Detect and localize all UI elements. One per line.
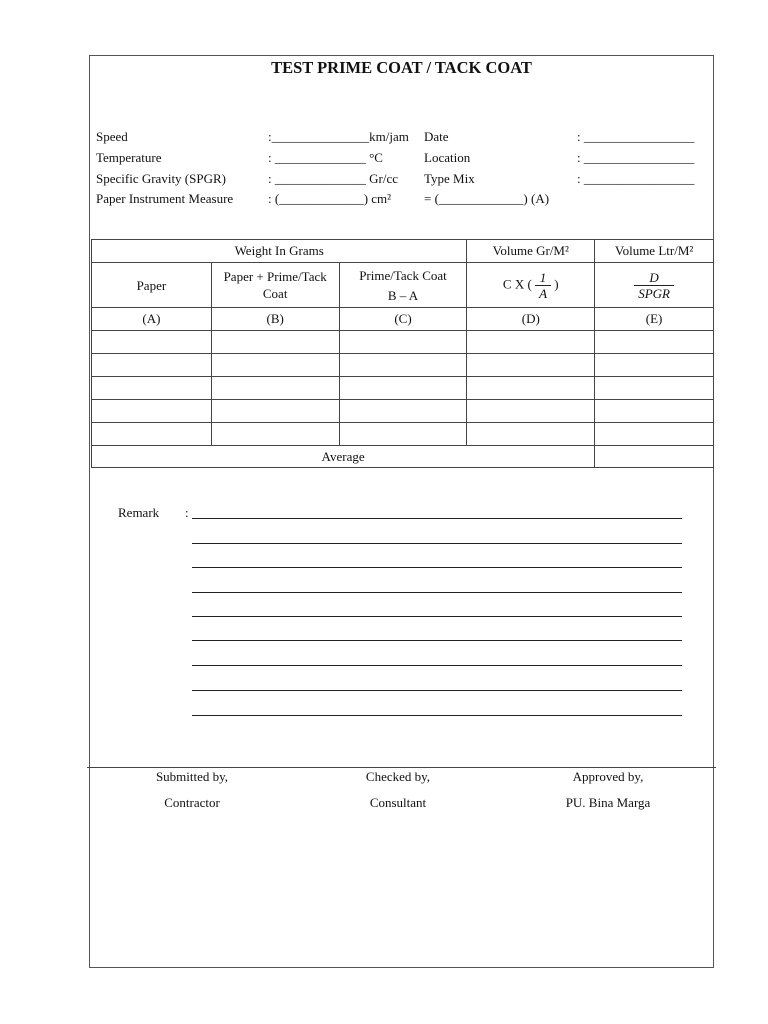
table-cell[interactable] (339, 331, 467, 354)
formula-e-denominator: SPGR (634, 285, 674, 301)
letter-e: (E) (595, 308, 714, 331)
contractor-label: Contractor (164, 795, 220, 810)
formula-e-fraction (634, 270, 674, 301)
remark-line[interactable] (192, 592, 682, 593)
date-field: : _________________ (577, 129, 695, 144)
location-field: : _________________ (577, 150, 695, 165)
table-cell[interactable] (92, 423, 212, 446)
formula-d-fraction (535, 270, 551, 301)
col-paper-header: Paper (92, 263, 212, 308)
col-prime-header (339, 263, 467, 308)
bina-marga-label: PU. Bina Marga (565, 795, 651, 810)
formula-d-numerator: 1 (539, 269, 547, 285)
table-cell[interactable] (467, 377, 595, 400)
remark-line[interactable] (192, 543, 682, 544)
measurement-table (91, 239, 714, 468)
letter-a: (A) (92, 308, 212, 331)
date-label: Date (424, 129, 449, 144)
table-cell[interactable] (92, 354, 212, 377)
type-mix-field: : _________________ (577, 171, 695, 186)
spgr-field: : ______________ Gr/cc (268, 171, 398, 186)
table-row (92, 354, 714, 377)
table-cell[interactable] (595, 423, 714, 446)
col-prime-line1: Prime/Tack Coat (359, 267, 447, 283)
table-cell[interactable] (595, 400, 714, 423)
average-label: Average (92, 446, 595, 468)
col-paper-prime-line2: Coat (262, 286, 288, 301)
table-cell[interactable] (339, 377, 467, 400)
formula-e (595, 263, 714, 308)
volume-gr-header: Volume Gr/M² (467, 240, 595, 263)
table-row (92, 377, 714, 400)
table-cell[interactable] (467, 400, 595, 423)
table-cell[interactable] (467, 354, 595, 377)
col-paper-prime-header (211, 263, 339, 308)
remark-line[interactable] (192, 518, 682, 519)
form-title: TEST PRIME COAT / TACK COAT (271, 58, 532, 77)
volume-ltr-header: Volume Ltr/M² (595, 240, 714, 263)
remark-line[interactable] (192, 715, 682, 716)
paper-measure-label: Paper Instrument Measure (96, 191, 234, 206)
formula-d-suffix: ) (554, 275, 559, 291)
table-cell[interactable] (92, 400, 212, 423)
letter-d: (D) (467, 308, 595, 331)
letter-b: (B) (211, 308, 339, 331)
signature-divider (87, 767, 716, 768)
temperature-label: Temperature (96, 150, 162, 165)
table-cell[interactable] (339, 354, 467, 377)
table-cell[interactable] (595, 331, 714, 354)
col-paper-prime-line1: Paper + Prime/Tack (223, 269, 327, 284)
table-cell[interactable] (595, 354, 714, 377)
table-cell[interactable] (467, 331, 595, 354)
formula-d (467, 263, 595, 308)
table-cell[interactable] (211, 400, 339, 423)
table-cell[interactable] (92, 331, 212, 354)
table-cell[interactable] (339, 400, 467, 423)
table-cell[interactable] (211, 331, 339, 354)
table-cell[interactable] (595, 377, 714, 400)
table-cell[interactable] (211, 377, 339, 400)
remark-label: Remark (118, 505, 160, 520)
remark-line[interactable] (192, 567, 682, 568)
weight-group-header: Weight In Grams (92, 240, 467, 263)
type-mix-label: Type Mix (424, 171, 475, 186)
remark-colon: : (185, 505, 189, 520)
table-cell[interactable] (211, 354, 339, 377)
speed-field: :_______________km/jam (268, 129, 409, 144)
submitted-by-label: Submitted by, (155, 769, 229, 784)
speed-label: Speed (96, 129, 128, 144)
approved-by-label: Approved by, (572, 769, 644, 784)
remark-line[interactable] (192, 616, 682, 617)
table-cell[interactable] (211, 423, 339, 446)
table-cell[interactable] (92, 377, 212, 400)
remark-line[interactable] (192, 640, 682, 641)
remark-line[interactable] (192, 665, 682, 666)
average-value-cell[interactable] (595, 446, 714, 468)
spgr-label: Specific Gravity (SPGR) (96, 171, 226, 186)
temperature-field: : ______________ °C (268, 150, 383, 165)
paper-measure-field: : (_____________) cm² (268, 191, 392, 206)
table-row (92, 331, 714, 354)
formula-d-denominator: A (535, 285, 551, 301)
formula-d-prefix: C X ( (502, 275, 532, 291)
area-a-field: = (_____________) (A) (424, 191, 550, 206)
col-prime-line2: B – A (387, 287, 419, 303)
consultant-label: Consultant (369, 795, 427, 810)
average-row (92, 446, 714, 468)
table-row (92, 423, 714, 446)
table-cell[interactable] (467, 423, 595, 446)
letter-c: (C) (339, 308, 467, 331)
remark-line[interactable] (192, 690, 682, 691)
checked-by-label: Checked by, (365, 769, 431, 784)
table-row (92, 400, 714, 423)
table-cell[interactable] (339, 423, 467, 446)
location-label: Location (424, 150, 471, 165)
formula-e-numerator: D (649, 269, 659, 285)
